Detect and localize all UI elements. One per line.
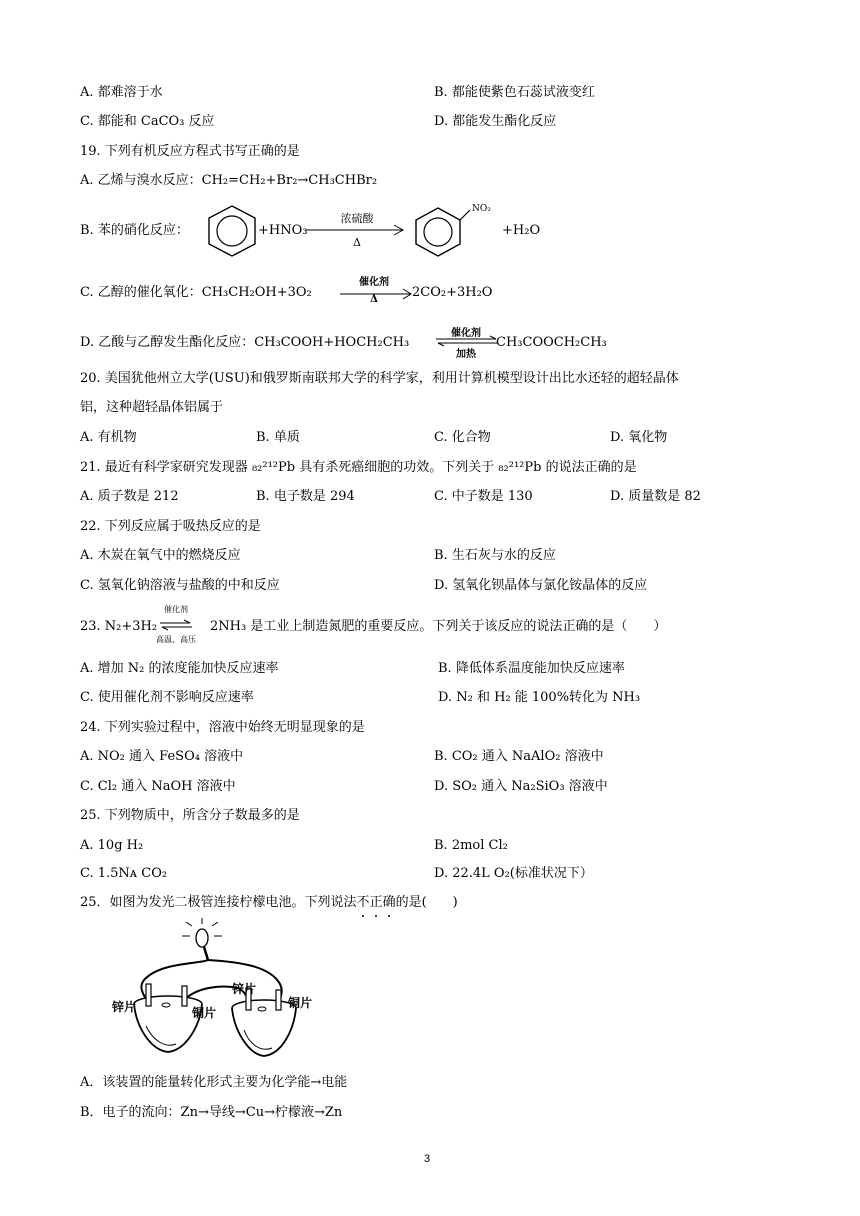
- q19-b-condition-bottom: Δ: [353, 236, 361, 249]
- q19-d-condition-bottom: 加热: [456, 349, 476, 360]
- reaction-arrow-icon: [306, 224, 406, 236]
- q23-condition-top: 催化剂: [164, 605, 188, 614]
- q20-option-d: D. 氧化物: [610, 430, 668, 445]
- q25a-option-c: C. 1.5Nᴀ CO₂: [80, 866, 168, 881]
- led-bulb-icon: [182, 918, 222, 960]
- nitrobenzene-ring-icon: [412, 204, 472, 258]
- q23-condition-bottom: 高温、高压: [156, 635, 196, 644]
- q20-option-a: A. 有机物: [80, 430, 137, 445]
- q20-stem-line1: 20. 美国犹他州立大学(USU)和俄罗斯南联邦大学的科学家，利用计算机模型设计出比水还轻的超轻晶体: [80, 371, 679, 386]
- q24-option-c: C. Cl₂ 通入 NaOH 溶液中: [80, 779, 236, 794]
- q19-stem: 19. 下列有机反应方程式书写正确的是: [80, 144, 300, 159]
- q23-option-d: D. N₂ 和 H₂ 能 100%转化为 NH₃: [438, 690, 641, 705]
- page-number: 3: [424, 1153, 431, 1165]
- q19-b-condition-top: 浓硫酸: [340, 212, 374, 225]
- figure-label-copper-right: 铜片: [288, 996, 313, 1010]
- q22-stem: 22. 下列反应属于吸热反应的是: [80, 519, 261, 534]
- q22-option-a: A. 木炭在氧气中的燃烧反应: [80, 548, 241, 563]
- q23-equation-rhs: 2NH₃ 是工业上制造氮肥的重要反应。下列关于该反应的说法正确的是（ ）: [210, 619, 667, 634]
- q20-option-c: C. 化合物: [434, 430, 491, 445]
- q25a-option-a: A. 10g H₂: [80, 838, 144, 853]
- q23-option-c: C. 使用催化剂不影响反应速率: [80, 690, 254, 705]
- q22-option-b: B. 生石灰与水的反应: [434, 548, 556, 563]
- q19-option-b-reagent: +HNO₃: [258, 223, 308, 238]
- q25b-stem-pre: 25．如图为发光二极管连接柠檬电池。下列说法: [80, 895, 357, 910]
- q20-option-b: B. 单质: [256, 430, 300, 445]
- q18-option-a: A. 都难溶于水: [80, 85, 163, 100]
- q21-option-b: B. 电子数是 294: [256, 489, 355, 504]
- q19-option-d-text: D. 乙酸与乙醇发生酯化反应：CH₃COOH+HOCH₂CH₃: [80, 335, 410, 350]
- q19-option-d-product: CH₃COOCH₂CH₃: [496, 335, 607, 350]
- lemon-right-icon: [232, 988, 296, 1056]
- q25b-stem-emphasis-2: 正: [369, 895, 383, 910]
- q19-c-condition-bottom: Δ: [370, 294, 378, 305]
- q23-option-b: B. 降低体系温度能加快反应速率: [438, 661, 625, 676]
- q24-option-d: D. SO₂ 通入 Na₂SiO₃ 溶液中: [434, 779, 608, 794]
- equilibrium-arrow-icon: [160, 620, 192, 630]
- q25a-option-d: D. 22.4L O₂(标准状况下）: [434, 866, 593, 881]
- q25a-stem: 25. 下列物质中，所含分子数最多的是: [80, 808, 300, 823]
- q24-option-b: B. CO₂ 通入 NaAlO₂ 溶液中: [434, 749, 604, 764]
- q21-stem: 21. 最近有科学家研究发现器 ₈₂²¹²Pb 具有杀死癌细胞的功效。下列关于 ₈₂²¹²Pb 的说法正确的是: [80, 460, 637, 475]
- q21-option-a: A. 质子数是 212: [80, 489, 179, 504]
- q21-option-d: D. 质量数是 82: [610, 489, 701, 504]
- q19-d-condition-top: 催化剂: [451, 328, 481, 339]
- q22-option-d: D. 氢氧化钡晶体与氯化铵晶体的反应: [434, 578, 648, 593]
- q19-option-c-product: 2CO₂+3H₂O: [412, 285, 493, 300]
- q25b-stem-post: 的是( ): [395, 895, 458, 910]
- q25b-option-b: B．电子的流向：Zn→导线→Cu→柠檬液→Zn: [80, 1105, 343, 1120]
- figure-label-copper-left: 铜片: [192, 1006, 217, 1020]
- q25b-stem-emphasis-1: 不: [356, 895, 370, 910]
- q20-stem-line2: 铝，这种超轻晶体铝属于: [80, 400, 224, 415]
- q25b-option-a: A．该装置的能量转化形式主要为化学能→电能: [80, 1075, 348, 1090]
- q21-option-c: C. 中子数是 130: [434, 489, 533, 504]
- benzene-ring-icon: [206, 204, 258, 258]
- q25a-option-b: B. 2mol Cl₂: [434, 838, 508, 853]
- q25b-stem: [80, 894, 860, 912]
- q18-option-b: B. 都能使紫色石蕊试液变红: [434, 85, 595, 100]
- q19-option-b-product: +H₂O: [502, 223, 541, 238]
- q22-option-c: C. 氢氧化钠溶液与盐酸的中和反应: [80, 578, 280, 593]
- q18-option-d: D. 都能发生酯化反应: [434, 114, 557, 129]
- q19-option-c-text: C. 乙醇的催化氧化：CH₃CH₂OH+3O₂: [80, 285, 312, 300]
- q24-option-a: A. NO₂ 通入 FeSO₄ 溶液中: [80, 749, 244, 764]
- figure-label-zinc-left: 锌片: [112, 1000, 137, 1014]
- q23-option-a: A. 增加 N₂ 的浓度能加快反应速率: [80, 661, 279, 676]
- q25b-stem-emphasis-3: 确: [382, 895, 396, 910]
- q18-option-c: C. 都能和 CaCO₃ 反应: [80, 114, 215, 129]
- q23-equation-lhs: 23. N₂+3H₂: [80, 619, 158, 634]
- q24-stem: 24. 下列实验过程中，溶液中始终无明显现象的是: [80, 720, 365, 735]
- q19-c-condition-top: 催化剂: [359, 277, 389, 288]
- q19-option-a: A. 乙烯与溴水反应：CH₂=CH₂+Br₂→CH₃CHBr₂: [80, 173, 378, 188]
- q19-b-nitro-label: NO₂: [472, 204, 491, 214]
- q19-option-b-prefix: B. 苯的硝化反应：: [80, 223, 189, 238]
- figure-label-zinc-right: 锌片: [232, 982, 257, 996]
